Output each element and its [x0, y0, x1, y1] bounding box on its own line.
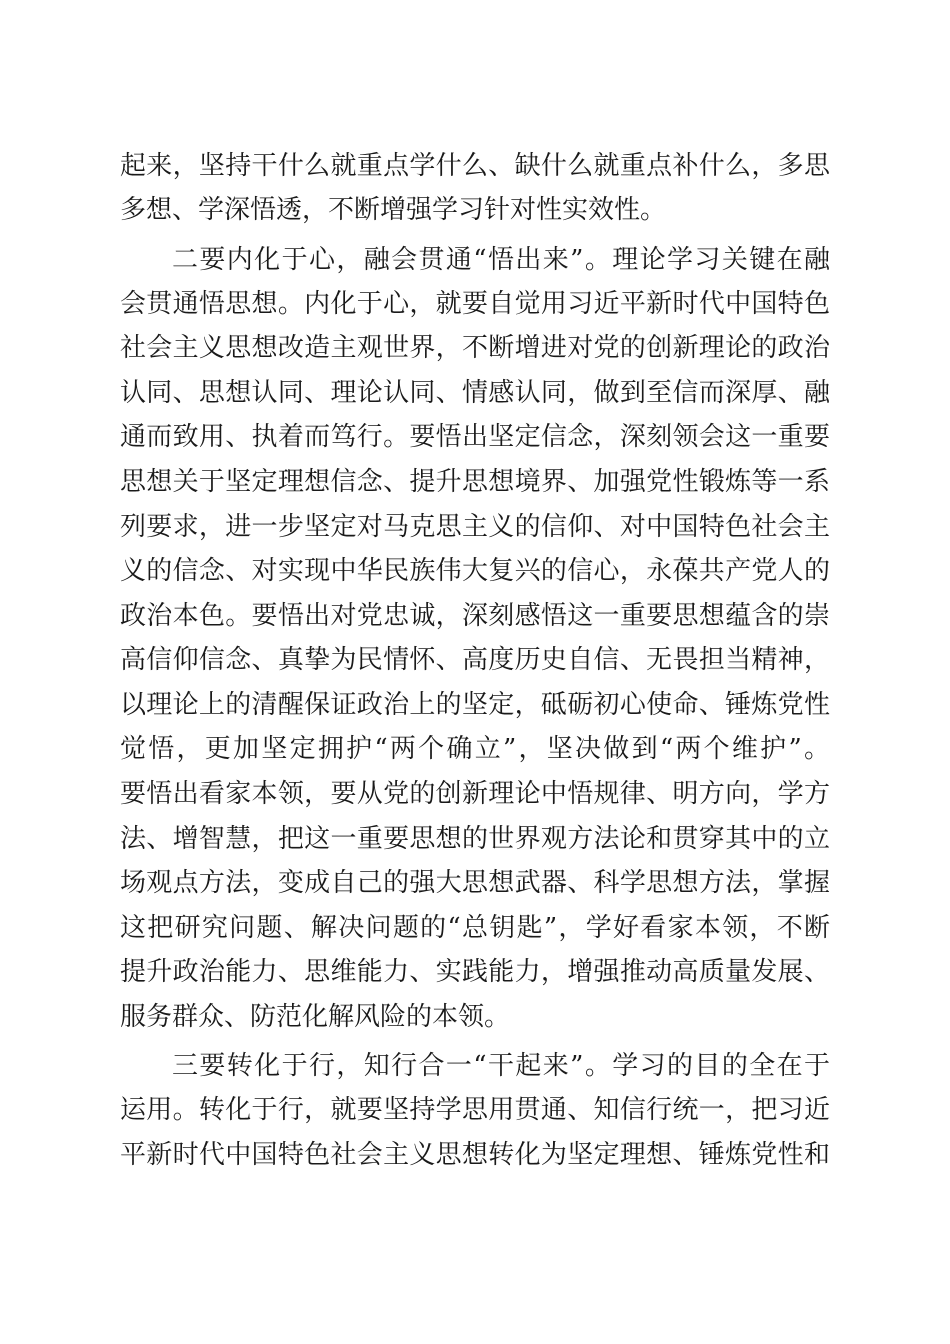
text-line: 列要求，进一步坚定对马克思主义的信仰、对中国特色社会主 [120, 512, 830, 542]
text-line: 起来，坚持干什么就重点学什么、缺什么就重点补什么，多思 [120, 151, 830, 181]
text-line: 政治本色。要悟出对党忠诚，深刻感悟这一重要思想蕴含的崇 [120, 601, 830, 631]
text-line: 这把研究问题、解决问题的“总钥匙”，学好看家本领，不断 [120, 913, 830, 943]
text-line: 运用。转化于行，就要坚持学思用贯通、知信行统一，把习近 [120, 1095, 830, 1125]
paragraph-start-line: 二要内化于心，融会贯通“悟出来”。理论学习关键在融 [172, 245, 830, 275]
text-line: 思想关于坚定理想信念、提升思想境界、加强党性锻炼等一系 [120, 467, 830, 497]
text-line: 高信仰信念、真挚为民情怀、高度历史自信、无畏担当精神， [120, 645, 830, 675]
text-line: 认同、思想认同、理论认同、情感认同，做到至信而深厚、融 [120, 378, 830, 408]
text-line: 法、增智慧，把这一重要思想的世界观方法论和贯穿其中的立 [120, 824, 830, 854]
text-line: 服务群众、防范化解风险的本领。 [120, 1002, 511, 1032]
text-line: 场观点方法，变成自己的强大思想武器、科学思想方法，掌握 [120, 868, 830, 898]
text-line: 多想、学深悟透，不断增强学习针对性实效性。 [120, 195, 667, 225]
text-line: 会贯通悟思想。内化于心，就要自觉用习近平新时代中国特色 [120, 289, 830, 319]
text-line: 义的信念、对实现中华民族伟大复兴的信心，永葆共产党人的 [120, 556, 830, 586]
text-line: 以理论上的清醒保证政治上的坚定，砥砺初心使命、锤炼党性 [120, 690, 830, 720]
text-line: 觉悟，更加坚定拥护“两个确立”，坚决做到“两个维护”。 [120, 734, 830, 764]
text-line: 社会主义思想改造主观世界，不断增进对党的创新理论的政治 [120, 333, 830, 363]
paragraph-start-line: 三要转化于行，知行合一“干起来”。学习的目的全在于 [172, 1051, 830, 1081]
text-line: 要悟出看家本领，要从党的创新理论中悟规律、明方向，学方 [120, 779, 830, 809]
text-line: 提升政治能力、思维能力、实践能力，增强推动高质量发展、 [120, 957, 830, 987]
text-line: 通而致用、执着而笃行。要悟出坚定信念，深刻领会这一重要 [120, 422, 830, 452]
text-line: 平新时代中国特色社会主义思想转化为坚定理想、锤炼党性和 [120, 1140, 830, 1170]
